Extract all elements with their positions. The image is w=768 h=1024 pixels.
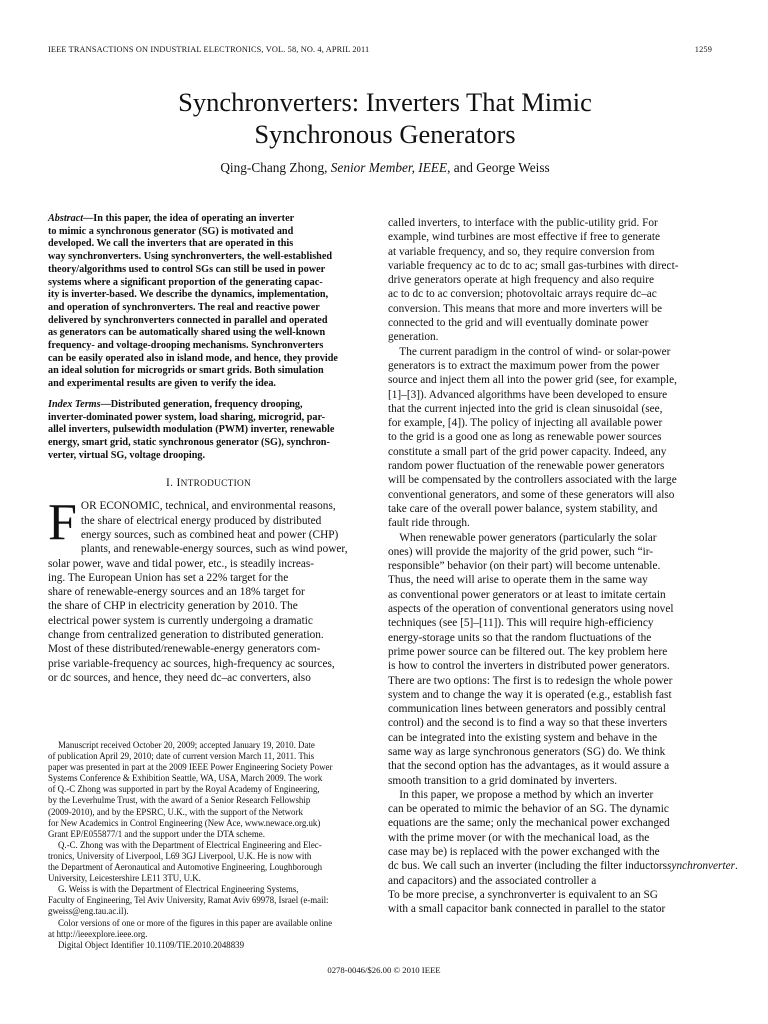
footnote-line: (2009-2010), and by the EPSRC, U.K., with the support of the Network <box>48 806 303 817</box>
body-text: is how to control the inverters in distributed power generators. <box>388 660 670 673</box>
intro-line: the share of electrical energy produced by distributed <box>80 514 322 527</box>
body-text: generation. <box>388 331 439 344</box>
body-text: connected to the grid and will eventually dominate power <box>388 317 649 330</box>
footnote-line: Digital Object Identifier 10.1109/TIE.2010.2048839 <box>58 939 245 950</box>
body-text: [1]–[3]). Advanced algorithms have been developed to ensure <box>388 388 668 401</box>
body-text: random power fluctuation of the renewable power generators <box>388 460 665 473</box>
body-line <box>388 774 712 788</box>
body-line <box>388 845 712 859</box>
body-line <box>388 545 712 559</box>
section-title: NTRODUCTION <box>180 479 252 490</box>
author-name: , and George Weiss <box>447 160 550 175</box>
left-column <box>48 213 369 685</box>
body-text: fault ride through. <box>388 517 470 530</box>
abstract-text: way synchronverters. Using synchronverters, the well-established <box>48 251 333 263</box>
body-line <box>388 902 712 916</box>
abstract-text: can be easily operated also in island mode, and hence, they provide <box>48 352 338 364</box>
intro-paragraph <box>48 494 369 685</box>
abstract-line <box>48 226 369 239</box>
body-line <box>388 631 712 645</box>
abstract-text: —In this paper, the idea of operating an inverter <box>83 213 295 224</box>
body-line <box>388 287 712 301</box>
index-terms-line <box>48 437 369 450</box>
body-line <box>388 759 712 773</box>
body-line <box>388 359 712 373</box>
body-text: constitute a small part of the grid power capacity. Indeed, any <box>388 445 667 458</box>
intro-line: change from centralized generation to distributed generation. <box>48 629 324 642</box>
abstract-line <box>48 238 369 251</box>
body-line <box>388 616 712 630</box>
body-line <box>388 345 712 359</box>
intro-line: prise variable-frequency ac sources, high-frequency ac sources, <box>48 657 335 670</box>
abstract-text: an ideal solution for microgrids or smart grids. Both simulation <box>48 365 324 377</box>
body-text: system and to change the way it is operated (e.g., establish fast <box>388 688 672 701</box>
body-line <box>388 888 712 902</box>
body-text: smooth transition to a grid dominated by inverters. <box>388 774 618 787</box>
abstract-text: ity is inverter-based. We describe the dynamics, implementation, <box>48 289 329 301</box>
body-text: dc bus. We call such an inverter (including the filter inductors <box>388 860 668 873</box>
body-text: case may be) is replaced with the power exchanged with the <box>388 846 660 859</box>
body-text: as conventional power generators or at least to imitate certain <box>388 588 666 601</box>
body-line <box>388 316 712 330</box>
drop-cap: F <box>48 494 77 552</box>
running-header <box>48 45 712 59</box>
body-line <box>388 430 712 444</box>
body-text: to the grid is a good one as long as renewable power sources <box>388 431 662 444</box>
index-terms-text: —Distributed generation, frequency drooping, <box>100 398 303 410</box>
body-line <box>388 831 712 845</box>
body-text: conversion. This means that more and more inverters will be <box>388 302 662 315</box>
body-text: with the prime mover (or with the mechanical load, as the <box>388 831 650 844</box>
footnote-line: at http://ieeexplore.ieee.org. <box>48 928 148 939</box>
body-line <box>388 602 712 616</box>
abstract-text: systems where a significant proportion of the generating capac- <box>48 276 323 288</box>
body-text: responsible” behavior (on their part) will become untenable. <box>388 560 661 573</box>
body-line <box>388 816 712 830</box>
body-text: prime power source can be filtered out. The key problem here <box>388 645 668 658</box>
title-line: Synchronous Generators <box>254 119 516 149</box>
footnote-line: Faculty of Engineering, Tel Aviv University, Ramat Aviv 69978, Israel (e-mail: <box>48 895 329 906</box>
footnote-line: Color versions of one or more of the figures in this paper are available online <box>58 917 333 928</box>
abstract-line <box>48 340 369 353</box>
body-line <box>388 573 712 587</box>
intro-line: plants, and renewable-energy sources, such as wind power, <box>80 543 348 556</box>
intro-line: electrical power system is currently undergoing a dramatic <box>48 614 313 627</box>
index-terms-label: Index Terms <box>48 398 101 410</box>
abstract-line <box>48 213 369 226</box>
body-line <box>388 216 712 230</box>
index-terms <box>48 399 369 463</box>
body-line <box>388 245 712 259</box>
abstract-line <box>48 277 369 290</box>
footnote-line: Q.-C. Zhong was with the Department of Electrical Engineering and Elec- <box>58 839 322 850</box>
abstract-line <box>48 289 369 302</box>
index-terms-line <box>48 412 369 425</box>
footnote-line: for New Academics in Control Engineering (New Ace, www.newace.org.uk) <box>48 817 321 828</box>
emphasis-term: synchronverter <box>667 860 735 873</box>
author-name: Qing-Chang Zhong, <box>220 160 331 175</box>
index-terms-text: verter, virtual SG, voltage drooping. <box>48 449 206 461</box>
body-line <box>388 688 712 702</box>
body-line <box>388 674 712 688</box>
footnote-line: Manuscript received October 20, 2009; accepted January 19, 2010. Date <box>58 740 315 750</box>
abstract-line <box>48 264 369 277</box>
body-text: for example, [4]). The policy of injecting all available power <box>388 417 663 430</box>
footnotes <box>48 740 369 951</box>
body-text: will be compensated by the controllers associated with the large <box>388 474 677 487</box>
body-text: variable frequency ac to dc to ac; small gas-turbines with direct- <box>388 259 679 272</box>
body-text: generators is to extract the maximum power from the power <box>388 359 660 372</box>
abstract-text: frequency- and voltage-drooping mechanisms. Synchronverters <box>48 340 324 352</box>
body-text: conventional generators, and some of these generators will also <box>388 488 675 501</box>
footnote-line: Grant EP/E055877/1 and the support under the DTA scheme. <box>48 828 265 839</box>
abstract-line <box>48 302 369 315</box>
intro-line: or dc sources, and hence, they need dc–ac converters, also <box>48 671 311 684</box>
body-line <box>388 874 712 888</box>
section-heading <box>48 476 369 491</box>
body-line <box>388 716 712 730</box>
body-text: energy-storage units so that the random fluctuations of the <box>388 631 652 644</box>
body-text: drive generators operate at high frequency and also require <box>388 274 654 287</box>
abstract-text: to mimic a synchronous generator (SG) is motivated and <box>48 225 294 237</box>
abstract-text: theory/algorithms used to control SGs can still be used in power <box>48 263 326 275</box>
index-terms-text: energy, smart grid, static synchronous generator (SG), synchron- <box>48 436 330 448</box>
body-text: that the second option has the advantages, as it would assure a <box>388 760 670 773</box>
footnote-line: University, Leicestershire LE11 3TU, U.K. <box>48 873 201 884</box>
index-terms-text: inverter-dominated power system, load sharing, microgrid, par- <box>48 411 326 423</box>
body-line <box>388 502 712 516</box>
body-text: In this paper, we propose a method by which an inverter <box>388 788 654 801</box>
intro-line: solar power, wave and tidal power, etc., is steadily increas- <box>48 557 315 570</box>
body-text: source and inject them all into the power grid (see, for example, <box>388 374 677 387</box>
footnote-line: G. Weiss is with the Department of Electrical Engineering Systems, <box>58 884 299 895</box>
body-line <box>388 645 712 659</box>
body-text: that the current injected into the grid is clean sinusoidal (see, <box>388 402 663 415</box>
intro-line: share of renewable-energy sources and an 18% target for <box>48 586 305 599</box>
body-line <box>388 302 712 316</box>
body-text: called inverters, to interface with the public-utility grid. For <box>388 217 658 229</box>
body-line <box>388 659 712 673</box>
right-column <box>388 216 738 917</box>
body-text: equations are the same; only the mechanical power exchanged <box>388 817 670 830</box>
footnote-line: by the Leverhulme Trust, with the award of a Senior Research Fellowship <box>48 795 311 806</box>
body-line <box>388 402 712 416</box>
journal-name: IEEE TRANSACTIONS ON INDUSTRIAL ELECTRONICS, VOL. 58, NO. 4, APRIL 2011 <box>48 45 370 54</box>
abstract-text: delivered by synchronverters connected in parallel and operated <box>48 314 328 326</box>
body-text: Thus, the need will arise to operate them in the same way <box>388 574 648 587</box>
abstract-line <box>48 251 369 264</box>
body-text: The current paradigm in the control of wind- or solar-power <box>388 345 671 358</box>
body-line <box>388 273 712 287</box>
body-line <box>388 416 712 430</box>
body-text: and capacitors) and the associated controller a <box>388 874 597 887</box>
intro-line: Most of these distributed/renewable-energy generators com- <box>48 643 321 656</box>
abstract-text: and experimental results are given to verify the idea. <box>48 378 276 390</box>
body-text: techniques (see [5]–[11]). This will require high-efficiency <box>388 617 654 630</box>
intro-line: energy sources, such as combined heat and power (CHP) <box>80 528 339 541</box>
body-text: same way as large synchronous generators (SG) do. We think <box>388 745 666 758</box>
author-role: Senior Member, IEEE <box>330 160 448 175</box>
body-line <box>388 559 712 573</box>
intro-line: ing. The European Union has set a 22% target for the <box>48 571 289 584</box>
body-line <box>388 445 712 459</box>
index-terms-line <box>48 424 369 437</box>
body-text: communication lines between generators and possibly central <box>388 703 666 716</box>
body-line <box>388 788 712 802</box>
body-line <box>388 459 712 473</box>
body-line <box>388 516 712 530</box>
body-text: When renewable power generators (particularly the solar <box>388 531 657 544</box>
abstract-line <box>48 327 369 340</box>
body-text: control) and the second is to find a way so that these inverters <box>388 717 668 730</box>
paper-title <box>48 86 722 150</box>
body-text: can be integrated into the existing system and behave in the <box>388 731 658 744</box>
body-text: ones) will provide the majority of the grid power, such “ir- <box>388 545 654 558</box>
abstract-line <box>48 365 369 378</box>
body-text: ac to dc to ac conversion; photovoltaic arrays require dc–ac <box>388 288 657 301</box>
footnote-line: the Department of Aeronautical and Automotive Engineering, Loughborough <box>48 862 323 873</box>
body-text: To be more precise, a synchronverter is equivalent to an SG <box>388 888 658 901</box>
author-list <box>48 160 722 176</box>
footnote-line: tronics, University of Liverpool, L69 3GJ Liverpool, U.K. He is now with <box>48 850 312 861</box>
body-line <box>388 388 712 402</box>
abstract-line <box>48 315 369 328</box>
body-line <box>388 259 712 273</box>
page-number: 1259 <box>694 45 712 54</box>
body-text: take care of the overall power balance, system stability, and <box>388 502 658 515</box>
index-terms-line <box>48 450 369 463</box>
body-line <box>388 588 712 602</box>
body-line <box>388 531 712 545</box>
body-line <box>388 373 712 387</box>
copyright-footer: 0278-0046/$26.00 © 2010 IEEE <box>327 965 441 975</box>
footnote-line: of publication April 29, 2010; date of current version March 11, 2011. This <box>48 751 315 762</box>
body-text: with a small capacitor bank connected in parallel to the stator <box>388 903 666 916</box>
abstract <box>48 213 369 391</box>
body-line <box>388 330 712 344</box>
body-text: . <box>735 860 738 873</box>
intro-line: the share of CHP in electricity generation by 2010. The <box>48 600 298 613</box>
body-text: aspects of the operation of conventional generators using novel <box>388 603 674 616</box>
section-number: I. I <box>165 477 181 490</box>
body-line <box>388 230 712 244</box>
body-line <box>388 731 712 745</box>
abstract-label: Abstract <box>48 213 84 224</box>
footnote-line: of Q.-C Zhong was supported in part by the Royal Academy of Engineering, <box>48 784 320 795</box>
abstract-line <box>48 378 369 391</box>
body-line <box>388 745 712 759</box>
body-text: can be operated to mimic the behavior of an SG. The dynamic <box>388 803 669 816</box>
footnote-line: gweiss@eng.tau.ac.il). <box>48 906 129 917</box>
abstract-text: as generators can be automatically shared using the well-known <box>48 327 326 339</box>
body-text: There are two options: The first is to redesign the whole power <box>388 674 673 687</box>
intro-line: OR ECONOMIC, technical, and environmental reasons, <box>80 500 336 513</box>
abstract-text: developed. We call the inverters that are operated in this <box>48 238 294 250</box>
body-line <box>388 473 712 487</box>
index-terms-text: allel inverters, pulsewidth modulation (PWM) inverter, renewable <box>48 424 335 436</box>
footnote-line: Systems Conference & Exhibition Seattle, WA, USA, March 2009. The work <box>48 773 323 784</box>
body-line <box>388 802 712 816</box>
body-line <box>388 859 738 873</box>
body-text: at variable frequency, and so, they require conversion from <box>388 245 655 258</box>
title-line: Synchronverters: Inverters That Mimic <box>178 87 592 117</box>
body-line <box>388 702 712 716</box>
footnote-line: paper was presented in part at the 2009 IEEE Power Engineering Society Power <box>48 762 333 773</box>
body-line <box>388 488 712 502</box>
body-text: example, wind turbines are most effective if free to generate <box>388 231 661 244</box>
index-terms-line <box>48 399 369 412</box>
abstract-line <box>48 353 369 366</box>
abstract-text: and operation of synchronverters. The real and reactive power <box>48 301 320 313</box>
